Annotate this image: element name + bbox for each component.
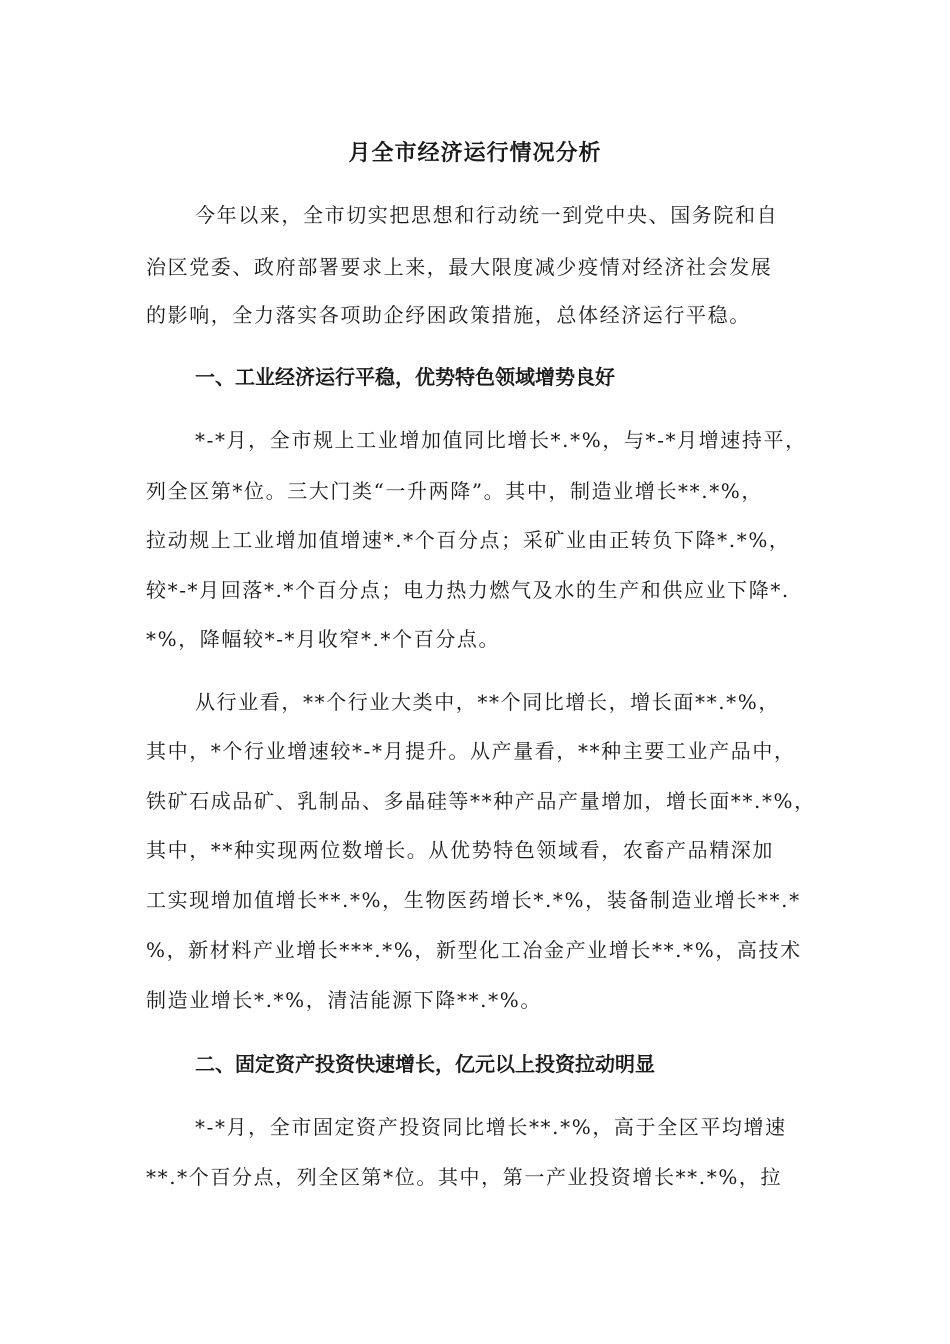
paragraph-line: *%，降幅较*-*月收窄*.*个百分点。 [146,627,501,651]
paragraph-line: **.*个百分点，列全区第*位。其中，第一产业投资增长**.*%，拉 [146,1165,783,1189]
paragraph-line: 制造业增长*.*%，清洁能源下降**.*%。 [146,988,542,1012]
paragraph-line: 列全区第*位。三大门类“一升两降”。其中，制造业增长**.*%， [146,479,764,503]
paragraph-line: 较*-*月回落*.*个百分点；电力热力燃气及水的生产和供应业下降*. [146,578,790,602]
intro-line: 今年以来，全市切实把思想和行动统一到党中央、国务院和自 [195,203,779,227]
section-heading: 一、工业经济运行平稳，优势特色领域增势良好 [195,365,615,389]
paragraph-line: 其中，**种实现两位数增长。从优势特色领域看，农畜产品精深加 [146,838,774,862]
paragraph-line: %，新材料产业增长***.*%，新型化工冶金产业增长**.*%，高技术 [146,938,802,962]
paragraph-line: 拉动规上工业增加值增速*.*个百分点；采矿业由正转负下降*.*%， [146,528,791,552]
paragraph-line: 从行业看，**个行业大类中，**个同比增长，增长面**.*%， [195,690,780,714]
paragraph-line: *-*月，全市规上工业增加值同比增长*.*%，与*-*月增速持平， [195,428,807,452]
paragraph-line: 工实现增加值增长**.*%，生物医药增长*.*%，装备制造业增长**.* [146,888,801,912]
paragraph-line: 铁矿石成品矿、乳制品、多晶硅等**种产品产量增加，增长面**.*%， [146,789,816,813]
intro-line: 治区党委、政府部署要求上来，最大限度减少疫情对经济社会发展 [146,255,773,279]
paragraph-line: 其中，*个行业增速较*-*月提升。从产量看，**种主要工业产品中， [146,739,796,763]
intro-line: 的影响，全力落实各项助企纾困政策措施，总体经济运行平稳。 [146,303,751,327]
section-heading: 二、固定资产投资快速增长，亿元以上投资拉动明显 [195,1052,655,1076]
document-title: 月全市经济运行情况分析 [348,140,602,166]
paragraph-line: *-*月，全市固定资产投资同比增长**.*%，高于全区平均增速 [195,1115,787,1139]
